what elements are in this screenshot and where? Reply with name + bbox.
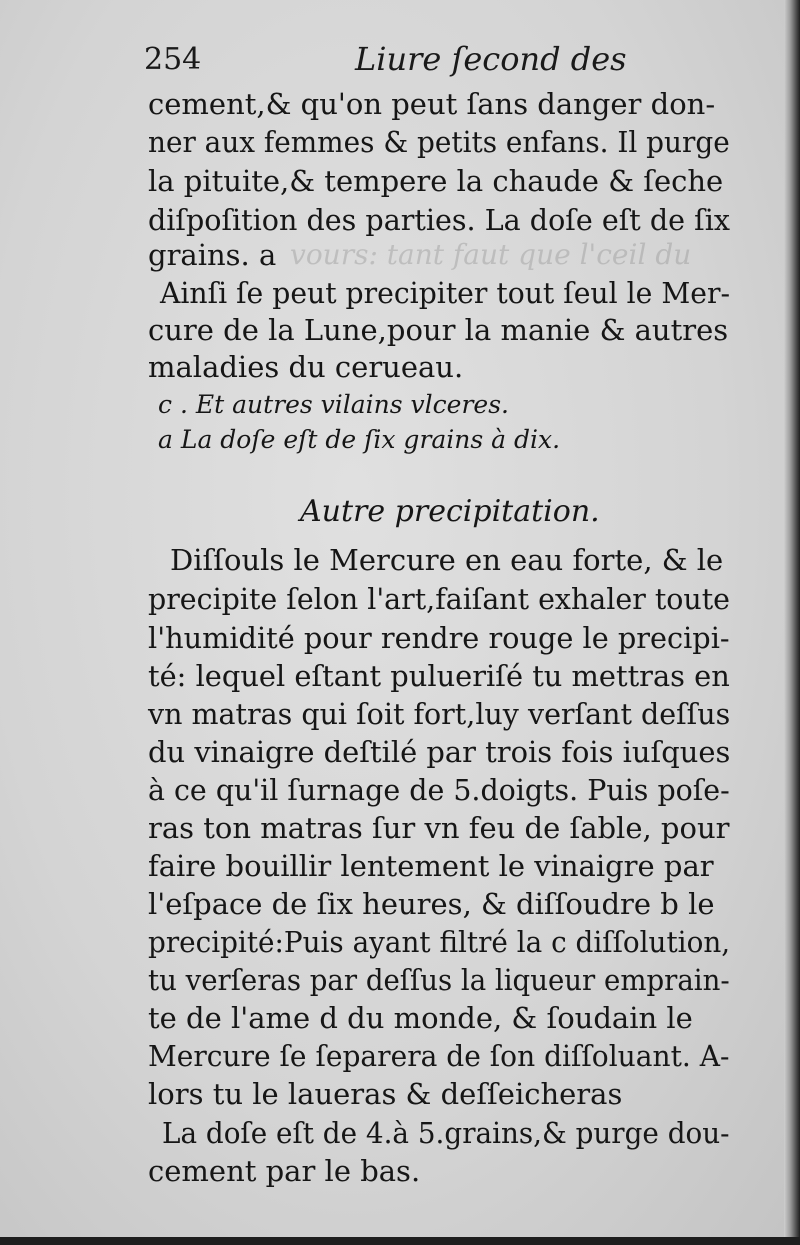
text-line: lors tu le laueras & deſſeicheras	[148, 1077, 623, 1111]
text-line: Ainſi ſe peut precipiter tout ſeul le Mer-	[160, 276, 731, 310]
text-line: diſpoſition des parties. La doſe eſt de ſix	[148, 203, 730, 237]
text-line: precipite ſelon l'art,faiſant exhaler toute	[148, 582, 730, 616]
running-title: Liure ſecond des	[355, 40, 627, 78]
text-line: à ce qu'il ſurnage de 5.doigts. Puis poſe-	[148, 773, 730, 807]
margin-note: a La doſe eſt de ſix grains à dix.	[158, 425, 561, 454]
section-title: Autre precipitation.	[300, 494, 600, 529]
text-line: ner aux femmes & petits enfans. Il purge	[148, 125, 730, 159]
bleed-through-text: vours: tant faut que l'ceil du	[290, 238, 692, 271]
text-line: ras ton matras ſur vn feu de ſable, pour	[148, 811, 730, 845]
text-line: vn matras qui ſoit fort,luy verſant deſſus	[148, 697, 731, 731]
text-line: Mercure ſe ſeparera de ſon diſſoluant. A-	[148, 1039, 730, 1073]
margin-note: c . Et autres vilains vlceres.	[158, 390, 509, 419]
text-line: La doſe eſt de 4.à 5.grains,& purge dou-	[162, 1116, 730, 1150]
text-line: Diſſouls le Mercure en eau forte, & le	[170, 543, 724, 577]
page-bottom-shadow	[0, 1237, 800, 1245]
page-edge-shadow	[784, 0, 800, 1245]
text-line: cement par le bas.	[148, 1154, 421, 1188]
text-line: grains. a	[148, 238, 277, 272]
text-line: cure de la Lune,pour la manie & autres	[148, 313, 729, 347]
page-number: 254	[144, 42, 202, 77]
text-line: l'eſpace de ſix heures, & diſſoudre b le	[148, 887, 715, 921]
text-line: faire bouillir lentement le vinaigre par	[148, 849, 714, 883]
text-line: la pituite,& tempere la chaude & ſeche	[148, 164, 724, 198]
text-line: té: lequel eſtant pulueriſé tu mettras en	[148, 659, 730, 693]
text-line: du vinaigre deſtilé par trois fois iuſques	[148, 735, 731, 769]
text-line: precipité:Puis ayant filtré la c diſſolution,	[148, 925, 731, 959]
text-line: maladies du cerueau.	[148, 350, 464, 384]
text-line: te de l'ame d du monde, & ſoudain le	[148, 1001, 693, 1035]
text-line: tu verſeras par deſſus la liqueur emprain-	[148, 963, 730, 997]
text-line: l'humidité pour rendre rouge le precipi-	[148, 621, 730, 655]
text-line: cement,& qu'on peut ſans danger don-	[148, 87, 716, 121]
